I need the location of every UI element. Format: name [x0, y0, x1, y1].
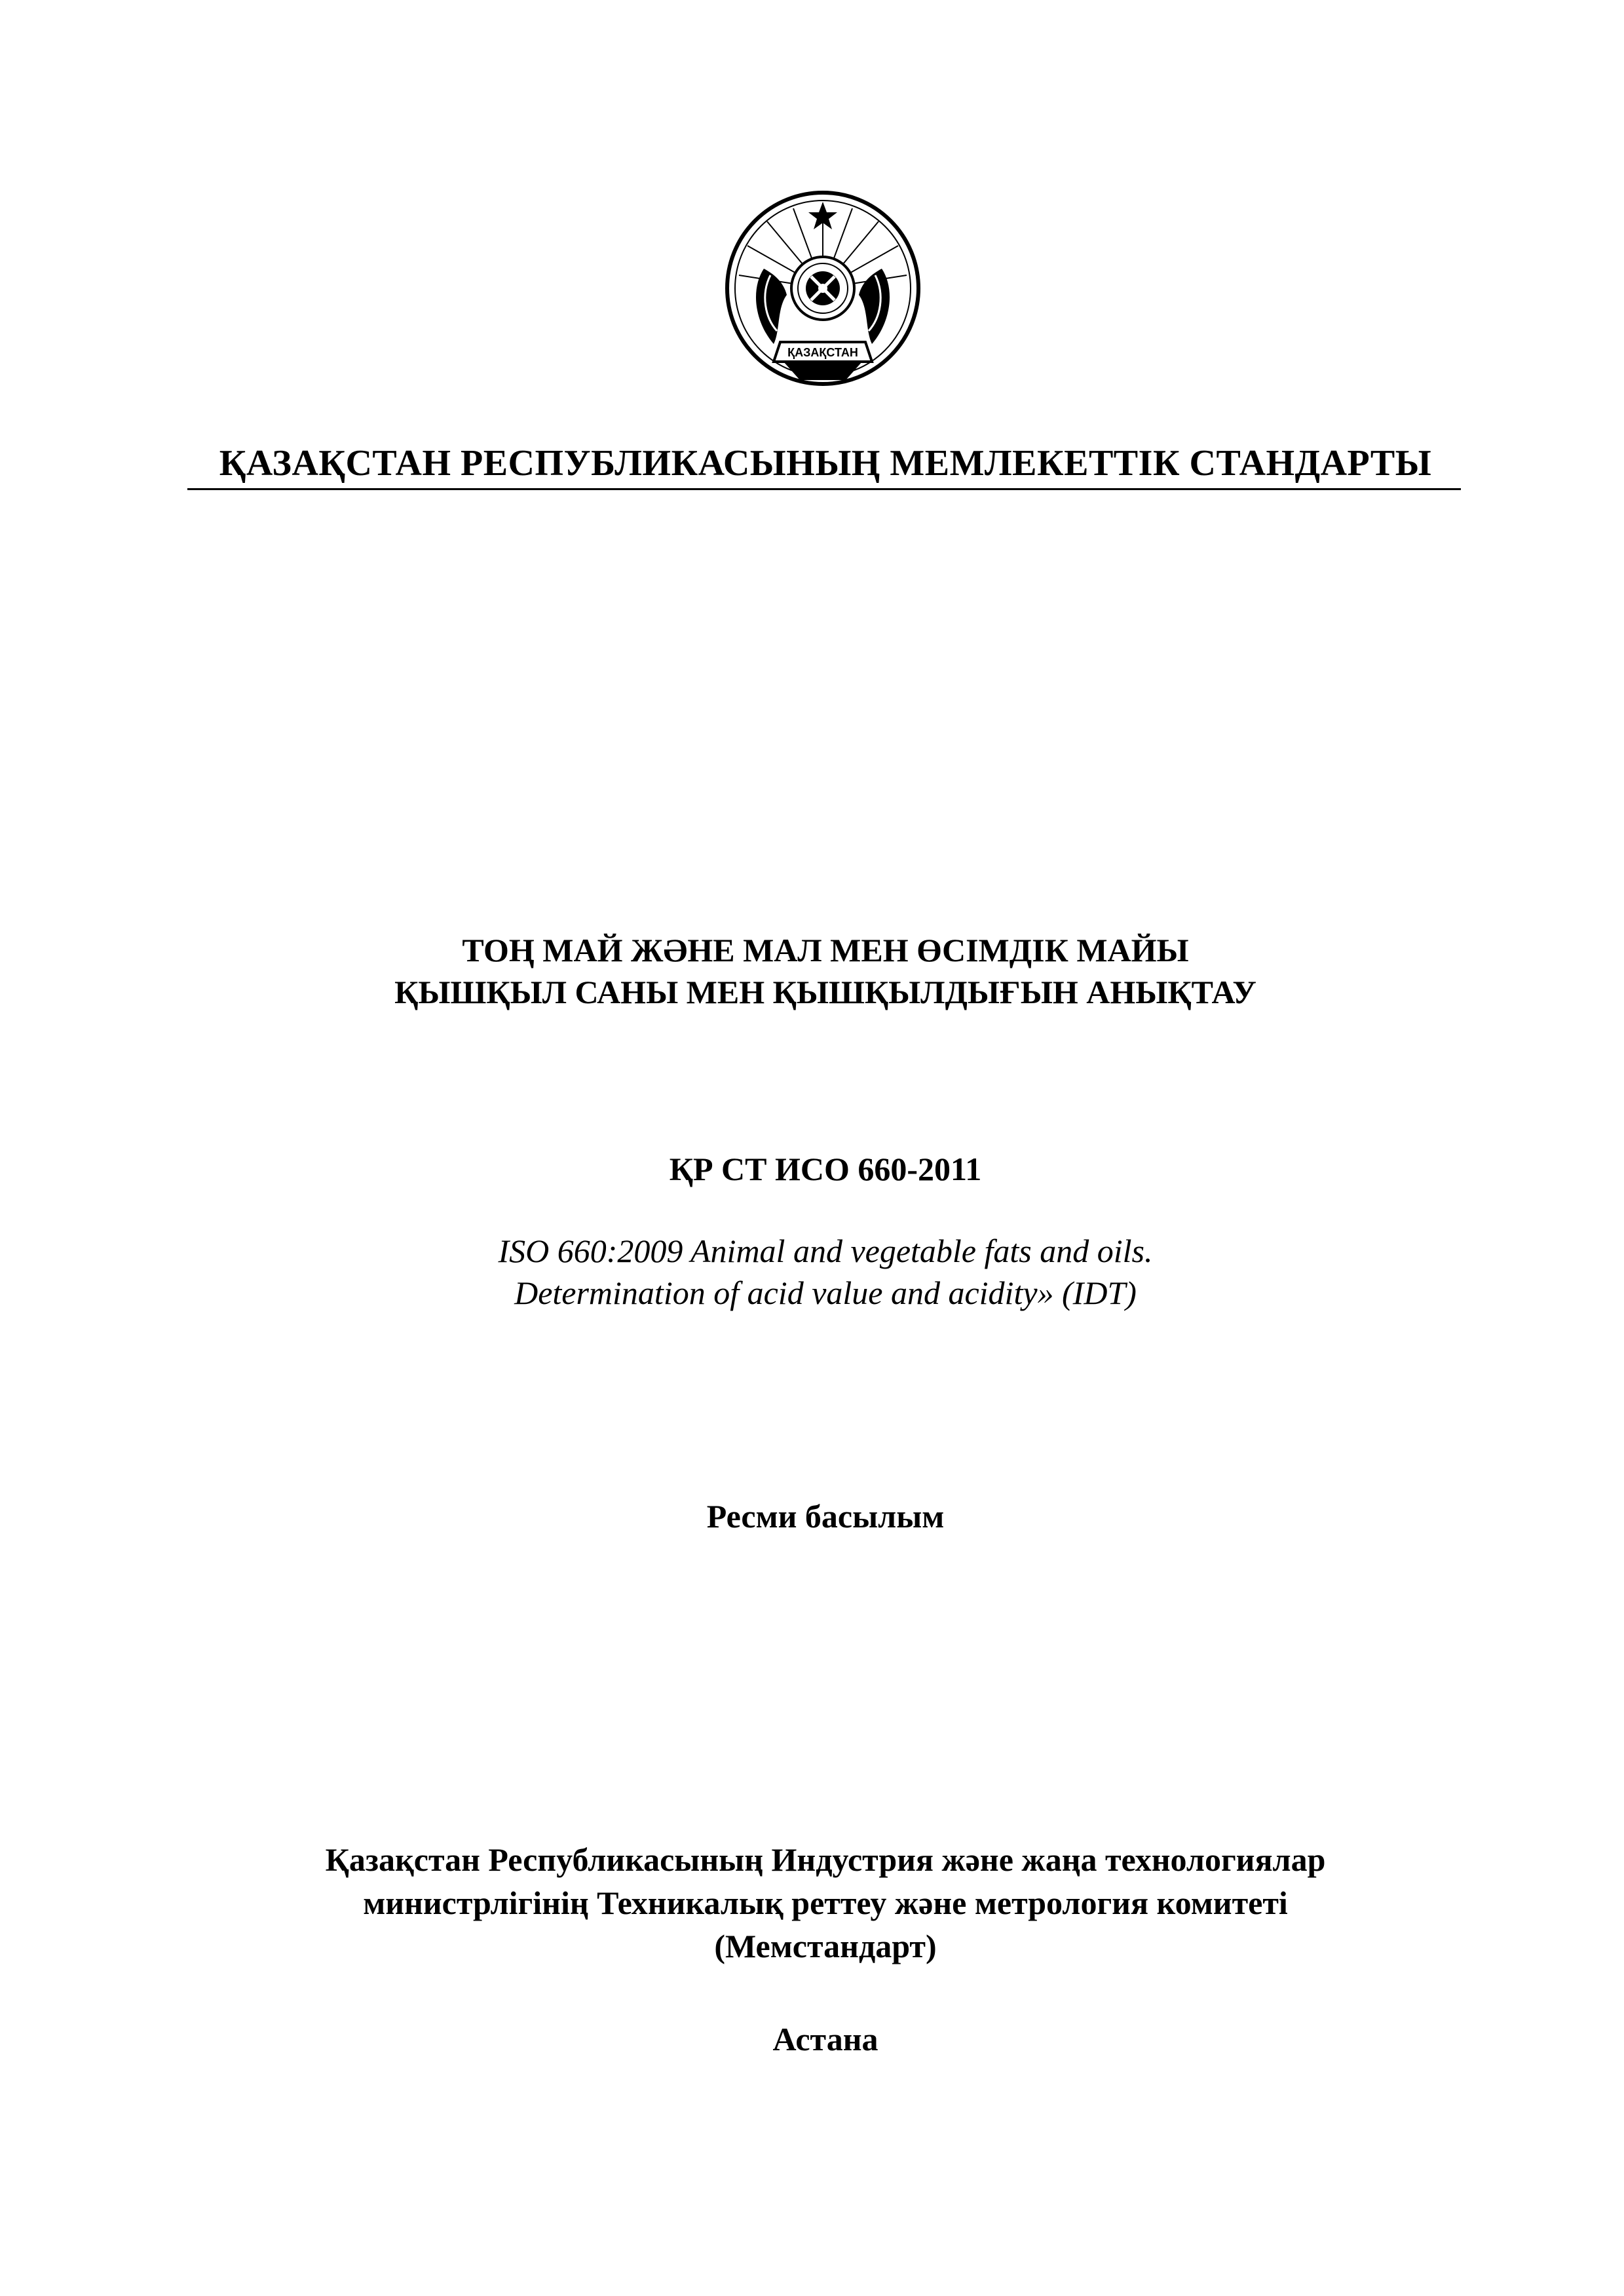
document-title-line-2: ҚЫШҚЫЛ САНЫ МЕН ҚЫШҚЫЛДЫҒЫН АНЫҚТАУ [394, 974, 1256, 1010]
publisher-block [190, 1838, 1461, 1968]
publication-city: Астана [772, 2021, 878, 2057]
edition-label: Ресми басылым [706, 1498, 945, 1535]
header-divider [187, 488, 1461, 490]
publisher-line-1: Қазақстан Республикасының Индустрия және жаңа технологиялар [325, 1841, 1326, 1878]
standard-code: ҚР СТ ИСО 660-2011 [669, 1151, 982, 1187]
publisher-line-3: (Мемстандарт) [714, 1928, 937, 1964]
document-title-line-1: ТОҢ МАЙ ЖӘНЕ МАЛ МЕН ӨСІМДІК МАЙЫ [462, 932, 1189, 968]
iso-reference [190, 1230, 1461, 1314]
state-emblem-icon [725, 190, 921, 393]
publisher-line-2: министрлігінің Техникалық реттеу және метрология комитеті [363, 1885, 1288, 1921]
iso-reference-line-1: ISO 660:2009 Animal and vegetable fats and oils. [498, 1233, 1153, 1269]
document-title [190, 929, 1461, 1013]
emblem-label: ҚАЗАҚСТАН [787, 346, 858, 359]
iso-reference-line-2: Determination of acid value and acidity» (IDT) [514, 1274, 1137, 1311]
standard-header-title: ҚАЗАҚСТАН РЕСПУБЛИКАСЫНЫҢ МЕМЛЕКЕТТІК СТАНДАРТЫ [219, 443, 1432, 484]
